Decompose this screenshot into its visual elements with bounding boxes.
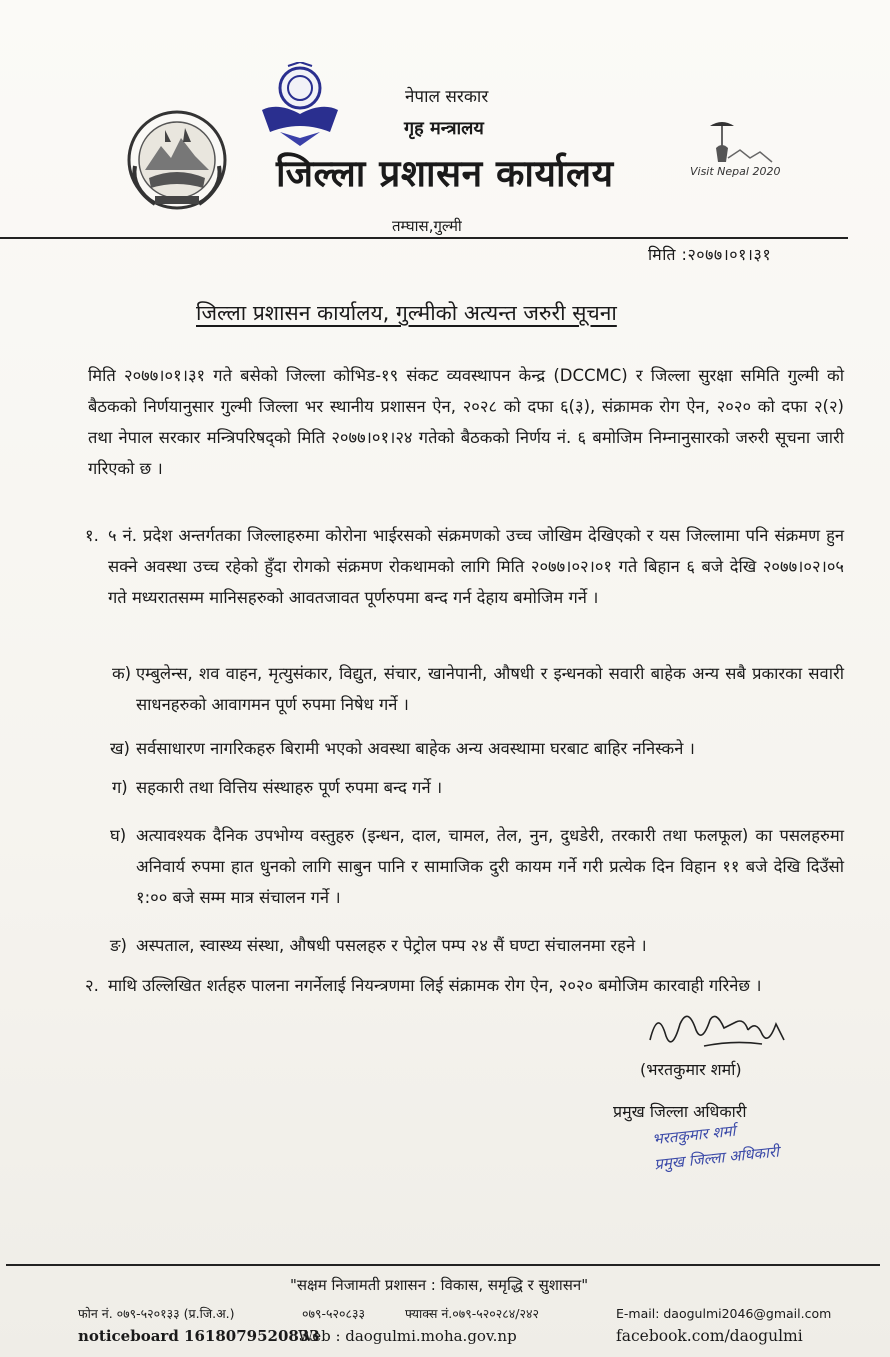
office-location: तम्घास,गुल्मी bbox=[392, 217, 462, 235]
point-2-text: माथि उल्लिखित शर्तहरु पालना नगर्नेलाई नियन्त्रणमा लिई संक्रामक रोग ऐन, २०२० बमोजिम कारवाही गरिनेछ । bbox=[108, 976, 762, 995]
signatory-name: (भरतकुमार शर्मा) bbox=[640, 1060, 742, 1079]
visit-nepal-logo-icon bbox=[688, 118, 781, 190]
footer-noticeboard: noticeboard 1618079520833 bbox=[78, 1327, 320, 1345]
sub-item-label: ख) bbox=[110, 739, 130, 758]
signatory-designation: प्रमुख जिल्ला अधिकारी bbox=[613, 1102, 747, 1121]
sub-item-label: क) bbox=[112, 664, 132, 683]
point-1-text: ५ नं. प्रदेश अन्तर्गतका जिल्लाहरुमा कोरोना भाईरसको संक्रमणको उच्च जोखिम देखिएको र यस जिल्लामा पनि संक्रमण हुन सक्ने अवस्था उच्च रहेको हुँदा रोगको संक्रमण रोकथामको लागि मिति २०७७।०२।०१ गते बिहान ६ बजे देखि २०७७।०२।०५ गते मध्यरातसम्म मानिसहरुको आवतजावत पूर्णरुपमा बन्द गर्न देहाय बमोजिम गर्ने । bbox=[108, 526, 844, 607]
stamp-designation: प्रमुख जिल्ला अधिकारी bbox=[653, 1142, 780, 1174]
point-1-number: १. bbox=[85, 526, 99, 545]
ministry-name: गृह मन्त्रालय bbox=[404, 118, 484, 139]
sub-item-label: घ) bbox=[110, 826, 127, 845]
header-divider bbox=[0, 237, 848, 239]
stamp-name: भरतकुमार शर्मा bbox=[651, 1121, 737, 1149]
notice-date: मिति :२०७७।०१।३१ bbox=[648, 245, 772, 264]
footer-phone: फोन नं. ०७९-५२०१३३ (प्र.जि.अ.) bbox=[78, 1306, 235, 1321]
signature-scribble-icon bbox=[644, 1000, 794, 1060]
government-name: नेपाल सरकार bbox=[405, 87, 489, 107]
nepal-police-emblem-icon bbox=[258, 62, 342, 150]
intro-paragraph: मिति २०७७।०१।३१ गते बसेको जिल्ला कोभिड-१९ संकट व्यवस्थापन केन्द्र (DCCMC) र जिल्ला सुरक्षा समिति गुल्मी को बैठकको निर्णयानुसार गुल्मी जिल्ला भर स्थानीय प्रशासन ऐन, २०२८ को दफा ६(३), संक्रामक रोग ऐन, २०२० को दफा २(२) तथा नेपाल सरकार मन्त्रिपरिषद्को मिति २०७७।०१।२४ गतेको बैठकको निर्णय नं. ६ बमोजिम निम्नानुसारको जरुरी सूचना जारी गरिएको छ । bbox=[88, 366, 844, 478]
sub-item-text: सर्वसाधारण नागरिकहरु बिरामी भएको अवस्था बाहेक अन्य अवस्थामा घरबाट बाहिर ननिस्कने । bbox=[136, 739, 695, 758]
footer-fax: फ्याक्स नं.०७९-५२०२८४/२४२ bbox=[405, 1306, 540, 1321]
footer-website-link[interactable]: Web : daogulmi.moha.gov.np bbox=[298, 1327, 517, 1345]
sub-item-text: सहकारी तथा वित्तिय संस्थाहरु पूर्ण रुपमा बन्द गर्ने । bbox=[136, 778, 443, 797]
sub-item-text: अस्पताल, स्वास्थ्य संस्था, औषधी पसलहरु र पेट्रोल पम्प २४ सैं घण्टा संचालनमा रहने । bbox=[136, 936, 647, 955]
footer-divider bbox=[6, 1264, 880, 1266]
point-2-number: २. bbox=[85, 976, 99, 995]
footer-email[interactable]: E-mail: daogulmi2046@gmail.com bbox=[616, 1306, 832, 1321]
nepal-emblem-icon bbox=[125, 108, 229, 212]
footer-facebook-link[interactable]: facebook.com/daogulmi bbox=[616, 1327, 803, 1345]
sub-item-text: एम्बुलेन्स, शव वाहन, मृत्युसंकार, विद्युत, संचार, खानेपानी, औषधी र इन्धनको सवारी बाहेक अन्य सबै प्रकारका सवारी साधनहरुको आवागमन पूर्ण रुपमा निषेध गर्ने । bbox=[136, 664, 844, 714]
sub-item-text: अत्यावश्यक दैनिक उपभोग्य वस्तुहरु (इन्धन, दाल, चामल, तेल, नुन, दुधडेरी, तरकारी तथा फलफूल) का पसलहरुमा अनिवार्य रुपमा हात धुनको लागि साबुन पानि र सामाजिक दुरी कायम गर्ने गरी प्रत्येक दिन विहान ११ बजे देखि दिउँसो १:०० बजे सम्म मात्र संचालन गर्ने । bbox=[136, 826, 844, 907]
notice-title: जिल्ला प्रशासन कार्यालय, गुल्मीको अत्यन्त जरुरी सूचना bbox=[196, 301, 617, 325]
visit-nepal-logo-text: Visit Nepal 2020 bbox=[690, 165, 781, 178]
sub-item-label: ग) bbox=[112, 778, 128, 797]
footer-phone-2: ०७९-५२०८३३ bbox=[302, 1306, 366, 1321]
sub-item-label: ङ) bbox=[110, 936, 127, 955]
footer-motto: "सक्षम निजामती प्रशासन : विकास, समृद्धि र सुशासन" bbox=[290, 1276, 589, 1294]
office-name: जिल्ला प्रशासन कार्यालय bbox=[276, 152, 614, 195]
